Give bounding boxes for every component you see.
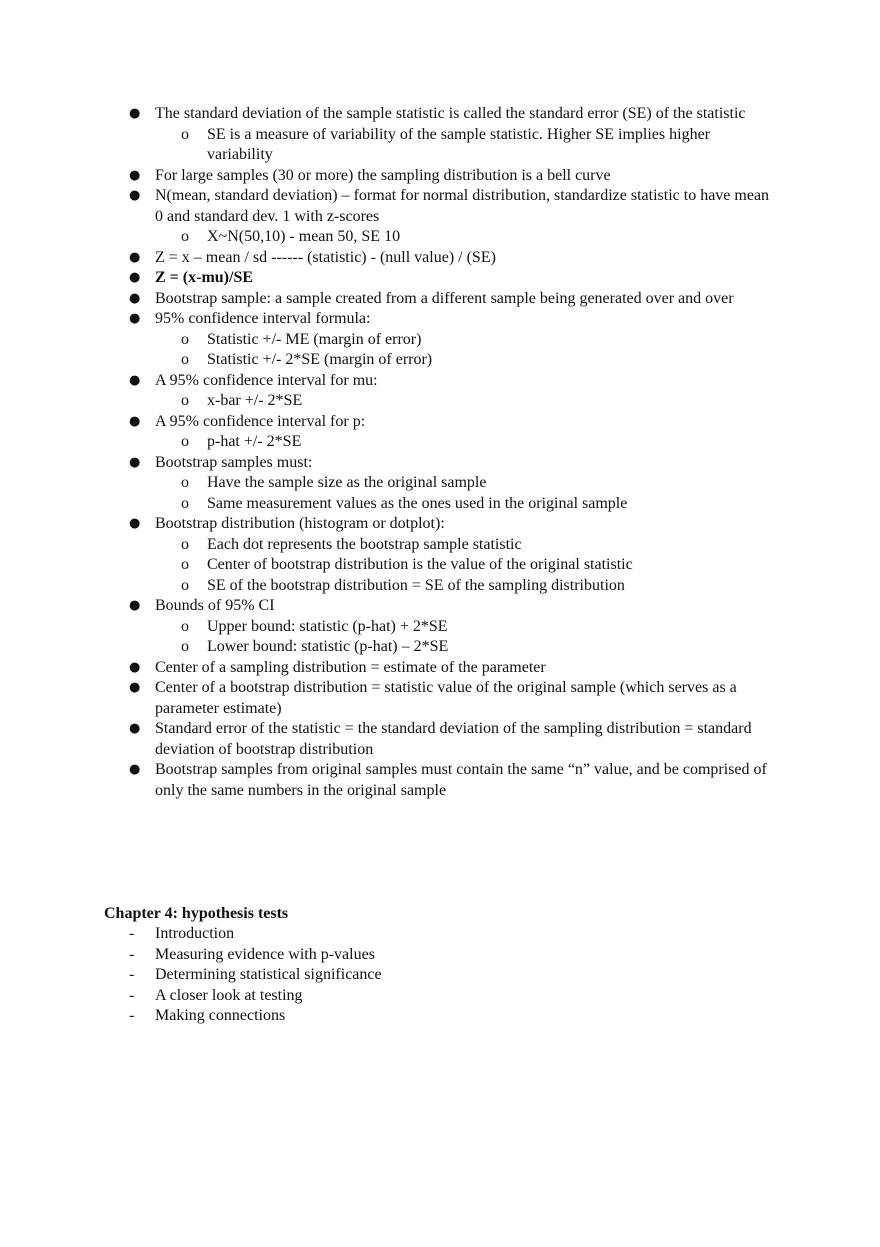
bullet-item	[0, 453, 775, 474]
sub-marker: o	[181, 392, 189, 409]
sub-marker: o	[181, 125, 189, 143]
topic-item	[0, 986, 880, 1007]
dash-marker: -	[129, 925, 135, 942]
sub-item	[0, 227, 777, 248]
topic-item	[0, 924, 880, 945]
sub-text: Each dot represents the bootstrap sample statistic	[207, 535, 522, 553]
bullet-text: Bootstrap samples must:	[155, 453, 313, 471]
sub-item	[0, 350, 777, 371]
sub-text: Upper bound: statistic (p-hat) + 2*SE	[207, 617, 448, 635]
sub-item	[0, 637, 777, 658]
bullet-text: A 95% confidence interval for p:	[155, 412, 366, 430]
topic-item	[0, 1006, 880, 1027]
bullet-text: Bootstrap distribution (histogram or dotplot):	[155, 515, 445, 532]
bullet-marker: ●	[129, 106, 141, 121]
dash-marker: -	[129, 966, 135, 983]
bullet-marker: ●	[129, 290, 141, 306]
topic-text: A closer look at testing	[155, 986, 303, 1004]
topic-text: Introduction	[155, 925, 235, 942]
sub-item	[0, 330, 777, 351]
bullet-text: N(mean, standard deviation) – format for normal distribution, standardize statistic to have mean 0 and standard dev. 1 with z-scores	[155, 187, 770, 225]
sub-marker: o	[181, 228, 189, 245]
bullet-item	[0, 289, 775, 310]
bullet-marker: ●	[129, 659, 141, 675]
bullet-item	[0, 309, 775, 330]
dash-marker: -	[129, 986, 135, 1004]
chapter-heading: Chapter 4: hypothesis tests	[104, 905, 289, 922]
sub-text: Statistic +/- ME (margin of error)	[207, 330, 422, 348]
bullet-item	[0, 658, 775, 679]
bullet-text: For large samples (30 or more) the sampling distribution is a bell curve	[155, 166, 611, 184]
bullet-item-bold	[0, 268, 775, 289]
bullet-item	[0, 248, 775, 269]
bullet-text: Bootstrap samples from original samples must contain the same “n” value, and be comprised of only the same numbers in the original sample	[155, 761, 767, 799]
bullet-item	[0, 412, 775, 433]
sub-item	[0, 535, 777, 556]
bullet-marker: ●	[129, 372, 141, 388]
topic-item	[0, 965, 880, 986]
chapter-topic-list	[0, 924, 880, 1027]
sub-item	[0, 125, 777, 166]
sub-item	[0, 576, 777, 597]
sub-item	[0, 555, 777, 576]
bullet-item	[0, 596, 775, 617]
bullet-item	[0, 760, 775, 801]
bullet-marker: ●	[129, 167, 141, 183]
bullet-text: Center of a sampling distribution = estimate of the parameter	[155, 658, 546, 676]
notes-bullet-list	[0, 104, 880, 801]
bullet-text: 95% confidence interval formula:	[155, 310, 371, 327]
bullet-marker: ●	[129, 762, 141, 777]
bullet-text: The standard deviation of the sample statistic is called the standard error (SE) of the statistic	[155, 105, 746, 122]
bullet-text: Z = (x-mu)/SE	[155, 269, 254, 286]
sub-text: x-bar +/- 2*SE	[207, 392, 303, 409]
bullet-item	[0, 371, 775, 392]
sub-marker: o	[181, 433, 189, 450]
bullet-item	[0, 514, 775, 535]
sub-text: p-hat +/- 2*SE	[207, 433, 302, 450]
sub-text: Same measurement values as the ones used in the original sample	[207, 494, 628, 512]
bullet-marker: ●	[129, 721, 141, 736]
sub-marker: o	[181, 535, 189, 553]
bullet-marker: ●	[129, 516, 141, 531]
sub-text: Lower bound: statistic (p-hat) – 2*SE	[207, 638, 449, 655]
sub-text: Center of bootstrap distribution is the value of the original statistic	[207, 556, 633, 573]
bullet-marker: ●	[129, 311, 141, 326]
bullet-text: Bounds of 95% CI	[155, 597, 275, 614]
bullet-item	[0, 186, 775, 227]
sub-item	[0, 432, 777, 453]
topic-text: Measuring evidence with p-values	[155, 945, 375, 963]
dash-marker: -	[129, 945, 135, 963]
sub-text: Have the sample size as the original sample	[207, 474, 487, 491]
sub-item	[0, 473, 777, 494]
sub-text: X~N(50,10) - mean 50, SE 10	[207, 228, 401, 245]
sub-marker: o	[181, 576, 189, 594]
sub-marker: o	[181, 617, 189, 635]
sub-item	[0, 494, 777, 515]
topic-item	[0, 945, 880, 966]
bullet-item	[0, 719, 775, 760]
bullet-marker: ●	[129, 680, 141, 695]
bullet-marker: ●	[129, 598, 141, 613]
topic-text: Making connections	[155, 1007, 286, 1024]
dash-marker: -	[129, 1007, 135, 1024]
sub-text: SE of the bootstrap distribution = SE of the sampling distribution	[207, 576, 625, 594]
sub-marker: o	[181, 330, 189, 348]
sub-item	[0, 391, 777, 412]
sub-marker: o	[181, 494, 189, 512]
sub-item	[0, 617, 777, 638]
sub-marker: o	[181, 638, 189, 655]
bullet-item	[0, 104, 775, 125]
bullet-marker: ●	[129, 270, 141, 285]
bullet-text: Z = x – mean / sd ------ (statistic) - (null value) / (SE)	[155, 248, 496, 266]
bullet-text: Bootstrap sample: a sample created from a different sample being generated over and over	[155, 289, 734, 307]
sub-text: Statistic +/- 2*SE (margin of error)	[207, 351, 433, 368]
sub-marker: o	[181, 351, 189, 368]
bullet-marker: ●	[129, 413, 141, 429]
bullet-item	[0, 678, 775, 719]
bullet-item	[0, 166, 775, 187]
sub-marker: o	[181, 474, 189, 491]
bullet-text: Standard error of the statistic = the standard deviation of the sampling distribution = standard deviation of bootstrap distribution	[155, 720, 752, 758]
sub-marker: o	[181, 556, 189, 573]
sub-text: SE is a measure of variability of the sample statistic. Higher SE implies higher variability	[207, 125, 710, 163]
bullet-marker: ●	[129, 249, 141, 265]
topic-text: Determining statistical significance	[155, 966, 382, 983]
bullet-marker: ●	[129, 188, 141, 203]
bullet-marker: ●	[129, 454, 141, 470]
bullet-text: Center of a bootstrap distribution = statistic value of the original sample (which serves as a parameter estimate)	[155, 679, 737, 717]
bullet-text: A 95% confidence interval for mu:	[155, 371, 378, 389]
